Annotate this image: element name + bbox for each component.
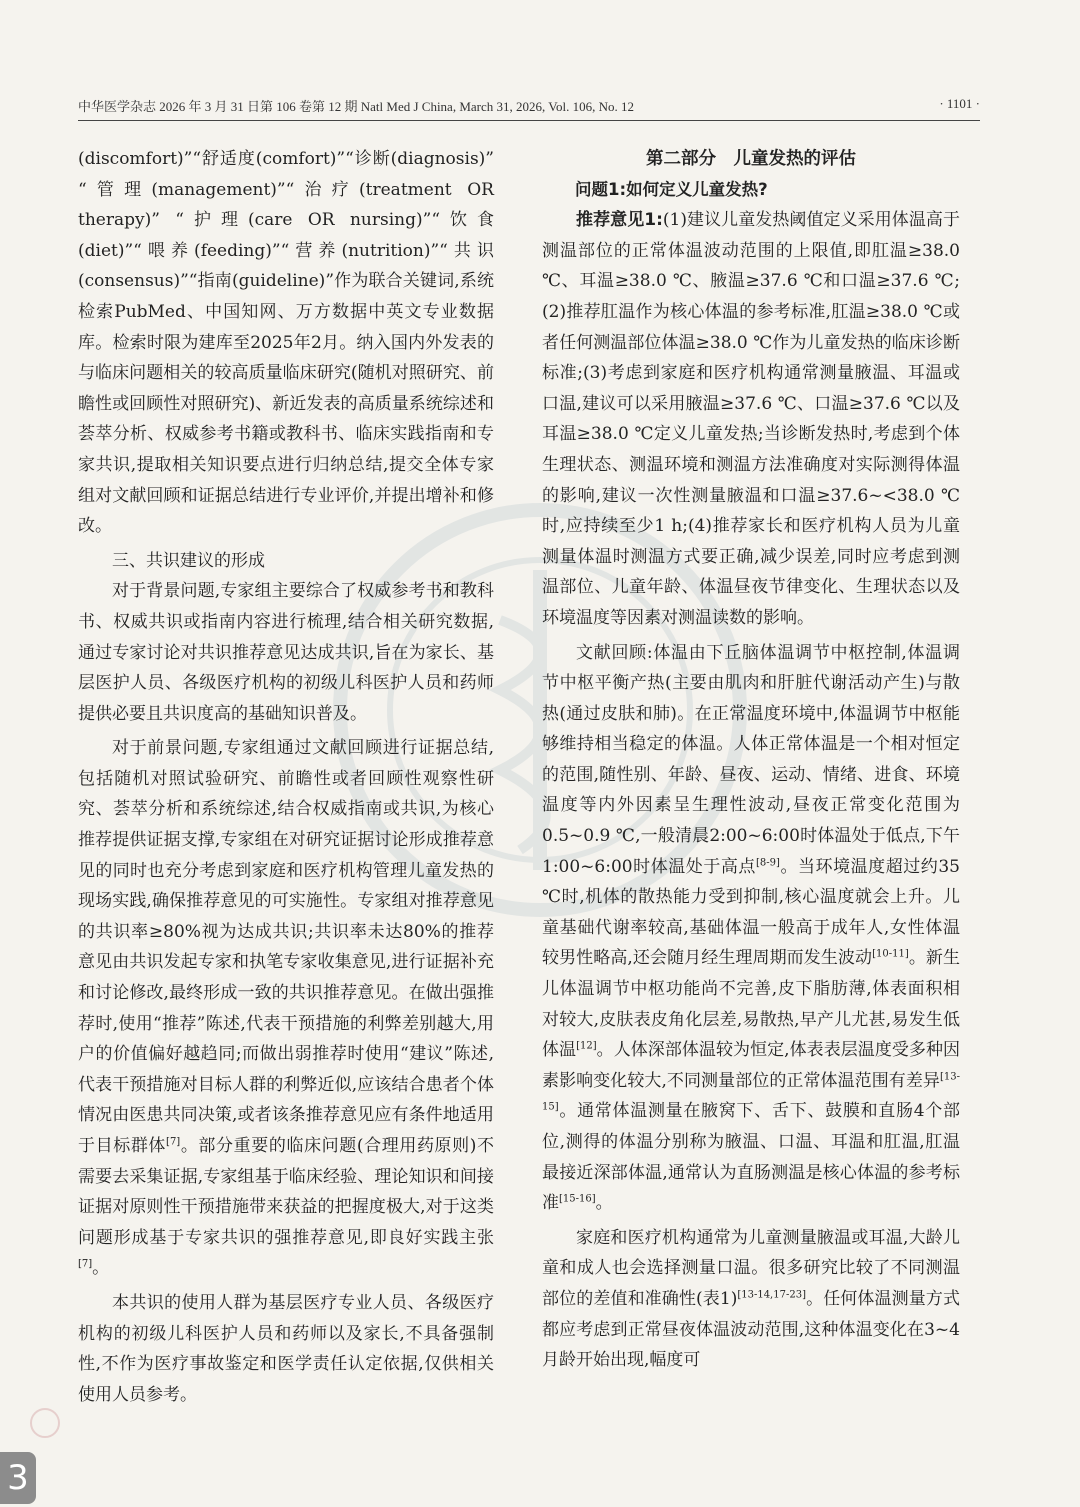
running-head <box>78 96 980 121</box>
paragraph-text: 。 <box>92 1258 110 1279</box>
recommendation <box>542 205 960 633</box>
paragraph: (discomfort)”“舒适度(comfort)”“诊断(diagnosis)” “管理(management)”“治疗(treatment OR therapy)” “护理(care OR nursing)”“饮食(diet)”“喂养(feeding)”“营养(nutrition)”“共识(consensus)”“指南(guideline)”作为联合关键词,系统检索PubMed、中国知网、万方数据中英文专业数据库。检索时限为建库至2025年2月。纳入国内外发表的与临床问题相关的较高质量临床研究(随机对照研究、前瞻性或回顾性对照研究)、新近发表的高质量系统综述和荟萃分析、权威参考书籍或教科书、临床实践指南和专家共识,提取相关知识要点进行归纳总结,提交全体专家组对文献回顾和证据总结进行专业评价,并提出增补和修改。 <box>78 149 494 537</box>
paragraph-text: 。当环境温度超过约35 ℃时,机体的散热能力受到抑制,核心温度就会上升。儿童基础代谢率较高,基础体温一般高于成年人,女性体温较男性略高,还会随月经生理周期而发生波动 <box>542 856 960 969</box>
paragraph-text: 。部分重要的临床问题(合理用药原则)不需要去采集证据,专家组基于临床经验、理论知识和间接证据对原则性干预措施带来获益的把握度极大,对于这类问题形成基于专家共识的强推荐意见,即良好实践主张 <box>78 1136 495 1248</box>
paragraph-text: 。人体深部体温较为恒定,体表表层温度受多种因素影响变化较大,不同测量部位的正常体温范围有差异 <box>542 1040 961 1091</box>
recommendation-label: 推荐意见1: <box>576 210 663 231</box>
subsection-heading: 三、共识建议的形成 <box>112 550 265 571</box>
paragraph-text: 。通常体温测量在腋窝下、舌下、鼓膜和直肠4个部位,测得的体温分别称为腋温、口温、耳温和肛温,肛温最接近深部体温,通常认为直肠测温是核心体温的参考标准 <box>542 1101 960 1214</box>
paragraph: 对于背景问题,专家组主要综合了权威参考书和教科书、权威共识或指南内容进行梳理,结合相关研究数据,通过专家讨论对共识推荐意见达成共识,旨在为家长、基层医护人员、各级医疗机构的初级儿科医护人员和药师提供必要且共识度高的基础知识普及。 <box>78 581 494 724</box>
literature-review <box>542 638 960 1219</box>
paragraph-text: 。新生儿体温调节中枢功能尚不完善,皮下脂肪薄,体表面积相对较大,皮肤表皮角化层差,易散热,早产儿尤甚,易发生低体温 <box>542 948 961 1061</box>
citation: [7] <box>166 1136 181 1148</box>
right-column <box>542 144 960 1376</box>
recommendation-text: (1)建议儿童发热阈值定义采用体温高于测温部位的正常体温波动范围的上限值,即肛温≥38.0 ℃、耳温≥38.0 ℃、腋温≥37.6 ℃和口温≥37.6 ℃;(2)推荐肛温作为核心体温的参考标准,肛温≥38.0 ℃或者任何测温部位体温≥38.0 ℃作为儿童发热的临床诊断标准;(3)考虑到家庭和医疗机构通常测量腋温、耳温或口温,建议可以采用腋温≥37.6 ℃、口温≥37.6 ℃以及耳温≥38.0 ℃定义儿童发热;当诊断发热时,考虑到个体生理状态、测温环境和测温方法准确度对实际测得体温的影响,建议一次性测量腋温和口温≥37.6~<38.0 ℃时,应持续至少1 h;(4)推荐家长和医疗机构人员为儿童测量体温时测温方式要正确,减少误差,同时应考虑到测温部位、儿童年龄、体温昼夜节律变化、生理状态以及环境温度等因素对测温读数的影响。 <box>542 210 960 628</box>
paragraph-text: 。 <box>595 1193 613 1214</box>
citation: [15-16] <box>559 1193 596 1205</box>
section-title: 第二部分 儿童发热的评估 <box>646 149 856 169</box>
citation: [10-11] <box>872 948 909 960</box>
citation: [12] <box>576 1040 597 1052</box>
paragraph <box>542 1223 960 1376</box>
page-indicator-tab[interactable]: 3 <box>0 1452 36 1504</box>
citation: [8-9] <box>755 857 780 868</box>
journal-citation: 中华医学杂志 2026 年 3 月 31 日第 106 卷第 12 期 Natl Med J China, March 31, 2026, Vol. 106, No. 12 <box>78 99 634 114</box>
paragraph: 本共识的使用人群为基层医疗专业人员、各级医疗机构的初级儿科医护人员和药师以及家长,不具备强制性,不作为医疗事故鉴定和医学责任认定依据,仅供相关使用人员参考。 <box>78 1292 494 1405</box>
citation: [13-15] <box>542 1071 960 1113</box>
publisher-logo-watermark <box>30 1408 460 1442</box>
left-column <box>78 144 494 1410</box>
paragraph <box>78 733 494 1284</box>
publisher-seal-icon <box>30 1408 60 1438</box>
page-number: · 1101 · <box>939 96 980 111</box>
question-heading: 问题1:如何定义儿童发热? <box>575 179 768 199</box>
paragraph-text: 文献回顾:体温由下丘脑体温调节中枢控制,体温调节中枢平衡产热(主要由肌肉和肝脏代谢活动产生)与散热(通过皮肤和肺)。在正常温度环境中,体温调节中枢能够维持相当稳定的体温。人体正常体温是一个相对恒定的范围,随性别、年龄、昼夜、运动、情绪、进食、环境温度等内外因素呈生理性波动,昼夜正常变化范围为0.5~0.9 ℃,一般清晨2:00~6:00时体温处于低点,下午1:00~6:00时体温处于高点 <box>542 642 960 877</box>
paragraph-text: 。任何体温测量方式都应考虑到正常昼夜体温波动范围,这种体温变化在3~4月龄开始出现,幅度可 <box>542 1288 960 1371</box>
paragraph-text: 对于前景问题,专家组通过文献回顾进行证据总结,包括随机对照试验研究、前瞻性或者回顾性观察性研究、荟萃分析和系统综述,结合权威指南或共识,为核心推荐提供证据支撑,专家组在对研究证据讨论形成推荐意见的同时也充分考虑到家庭和医疗机构管理儿童发热的现场实践,确保推荐意见的可实施性。专家组对推荐意见的共识率≥80%视为达成共识;共识率未达80%的推荐意见由共识发起专家和执笔专家收集意见,进行证据补充和讨论修改,最终形成一致的共识推荐意见。在做出强推荐时,使用“推荐”陈述,代表干预措施的利弊差别越大,用户的价值偏好越趋同;而做出弱推荐时使用“建议”陈述,代表干预措施对目标人群的利弊近似,应该结合患者个体情况由医患共同决策,或者该条推荐意见应有条件地适用于目标群体 <box>78 738 494 1156</box>
citation: [7] <box>78 1258 93 1270</box>
paragraph-text: 家庭和医疗机构通常为儿童测量腋温或耳温,大龄儿童和成人也会选择测量口温。很多研究比较了不同测温部位的差值和准确性(表1) <box>542 1227 960 1309</box>
citation: [13-14,17-23] <box>737 1289 806 1301</box>
